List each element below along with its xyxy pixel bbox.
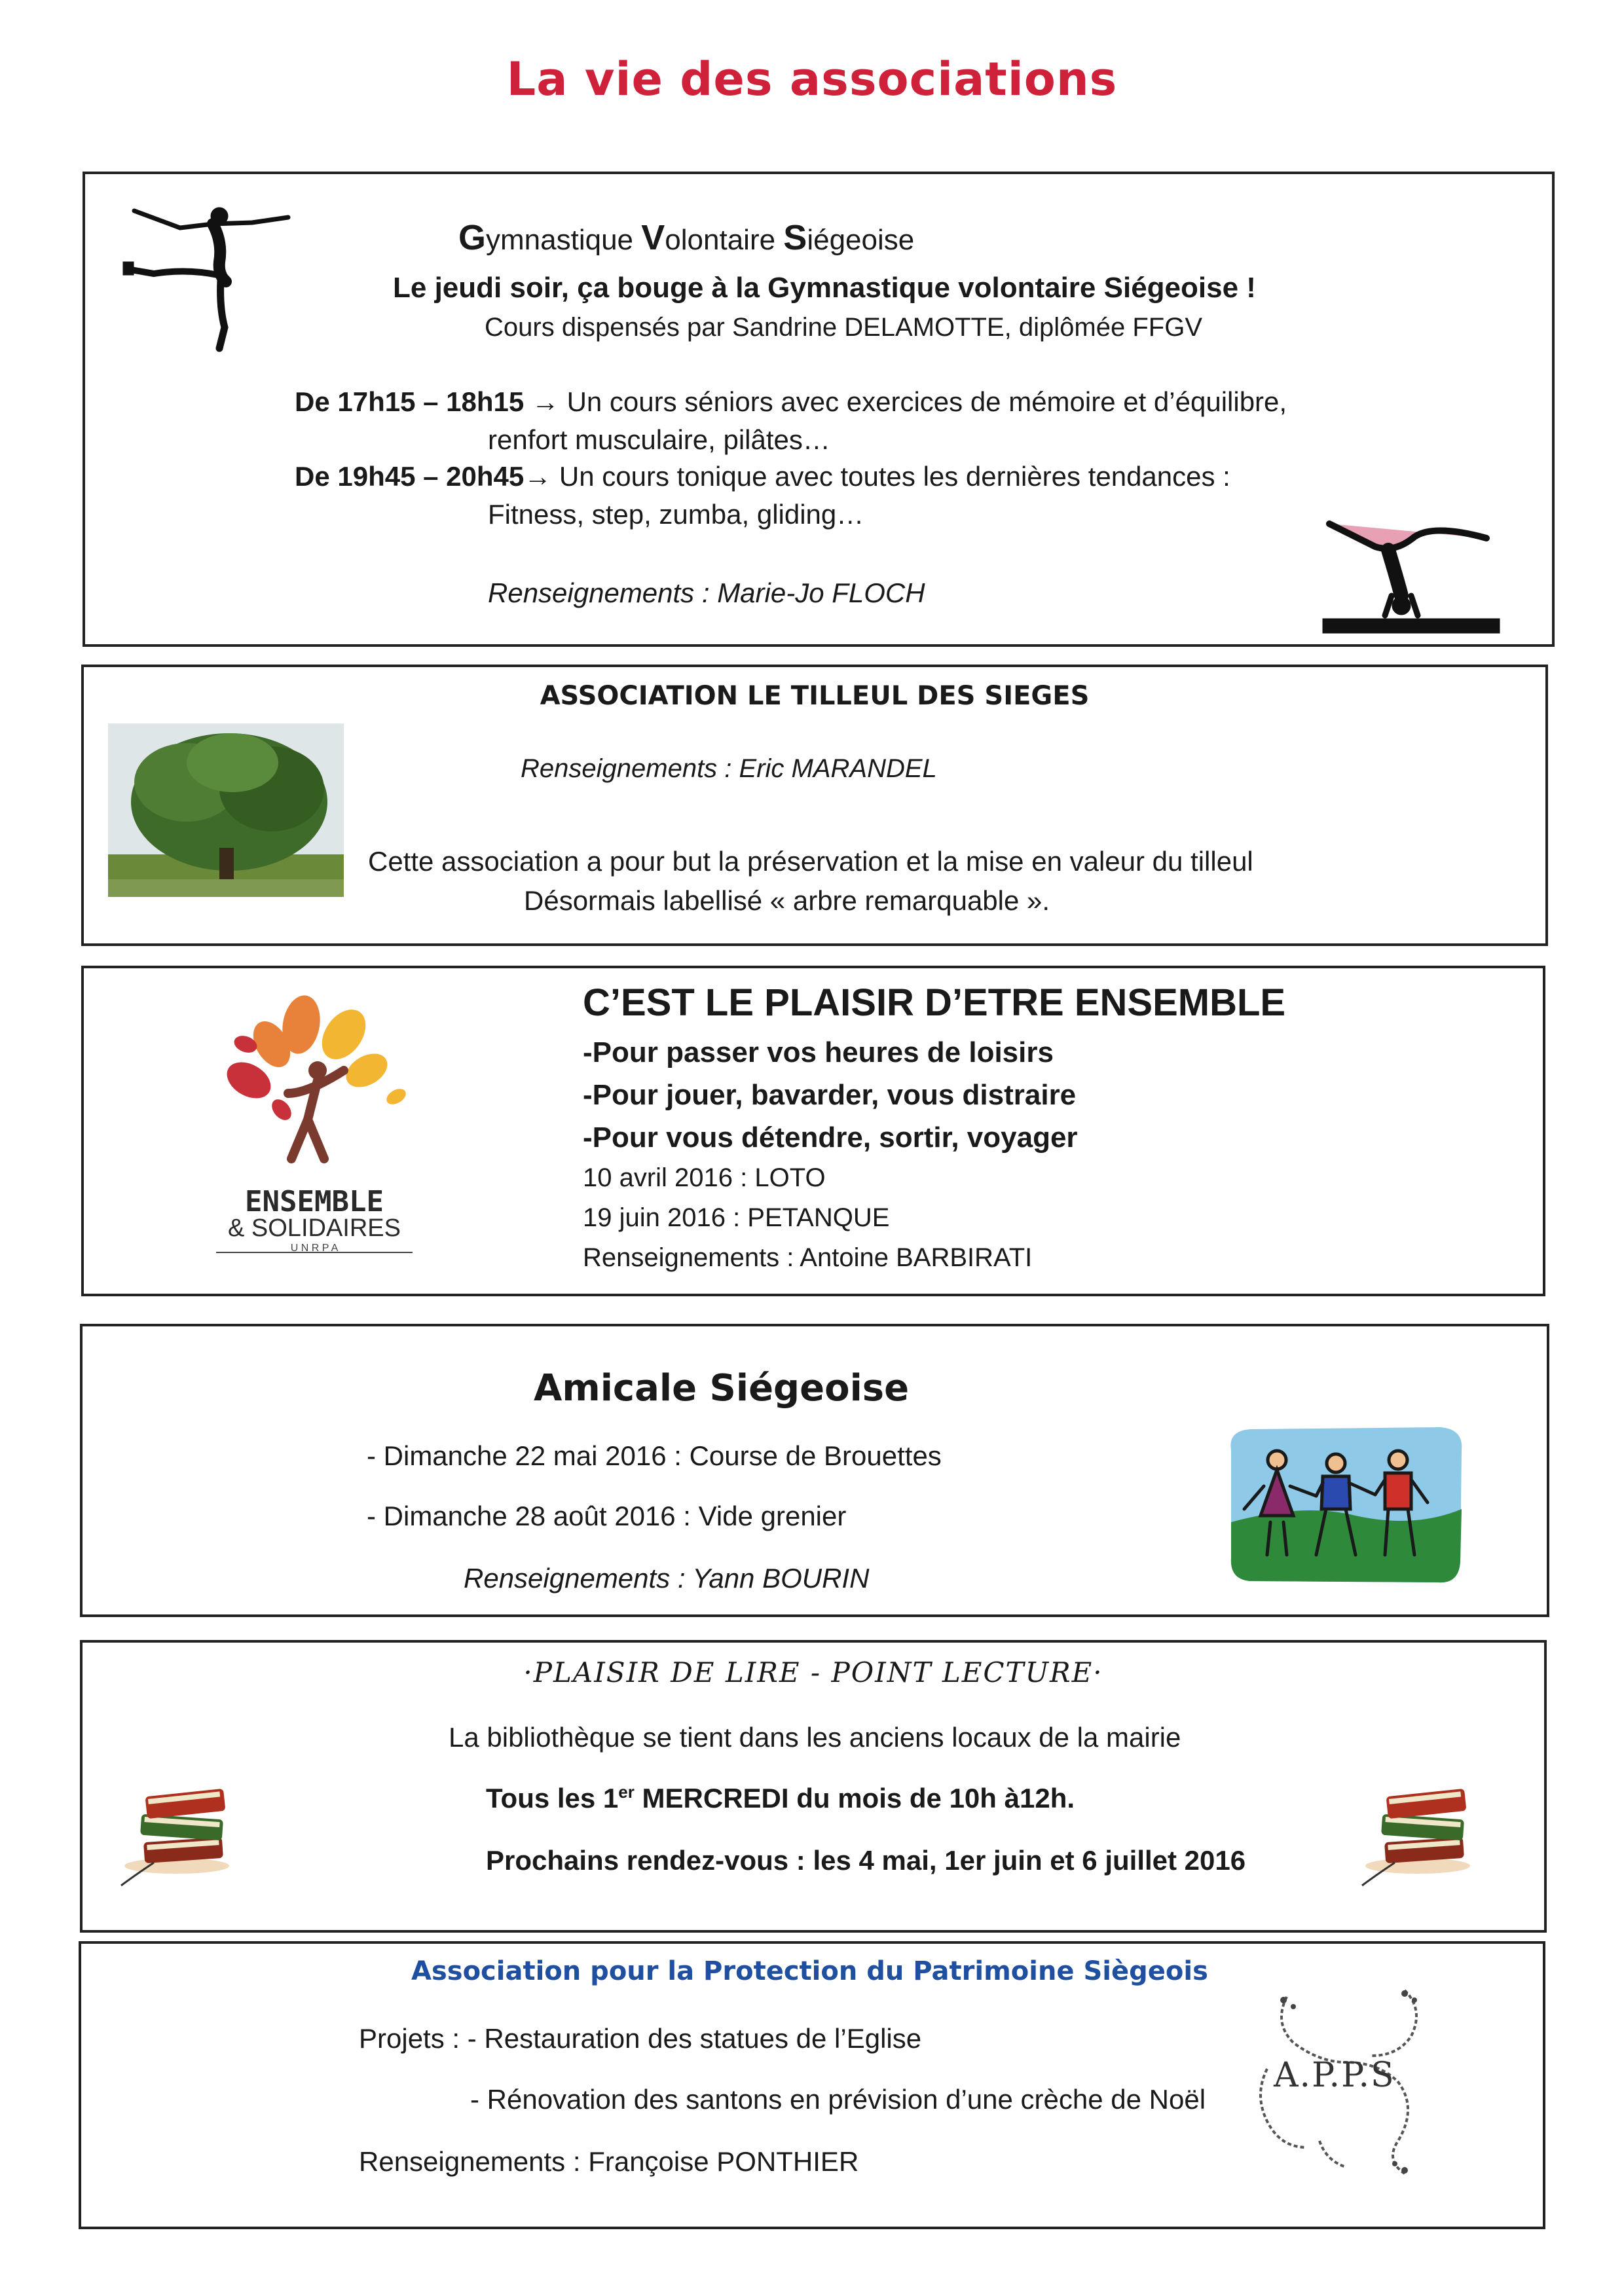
gym-schedule-time: De 19h45 – 20h45 — [295, 461, 525, 492]
logo-text-solidaires: & SOLIDAIRES — [228, 1214, 401, 1242]
lecture-hours-sup: er — [618, 1782, 635, 1802]
book-stack-icon — [115, 1755, 252, 1892]
gymnast-balance-icon — [121, 196, 291, 354]
lecture-title: ·PLAISIR DE LIRE - POINT LECTURE· — [523, 1656, 1103, 1688]
gym-title-word: ymnastique — [486, 224, 642, 256]
plaisir-event: 19 juin 2016 : PETANQUE — [583, 1203, 890, 1232]
plaisir-event: 10 avril 2016 : LOTO — [583, 1163, 826, 1192]
gym-title-word: olontaire — [665, 224, 784, 256]
gym-title-cap: V — [641, 218, 665, 257]
plaisir-title: C’EST LE PLAISIR D’ETRE ENSEMBLE — [583, 981, 1286, 1024]
lecture-hours-text: MERCREDI du mois de 10h à12h. — [634, 1783, 1075, 1813]
children-holding-hands-icon — [1225, 1424, 1467, 1588]
tilleul-desc: Désormais labellisé « arbre remarquable ». — [524, 885, 1050, 916]
arrow-icon: → — [531, 386, 559, 417]
book-stack-icon — [1356, 1755, 1493, 1892]
plaisir-bullet: -Pour passer vos heures de loisirs — [583, 1036, 1054, 1068]
lecture-location: La bibliothèque se tient dans les anciens locaux de la mairie — [449, 1722, 1181, 1753]
gym-schedule-row — [295, 386, 1287, 418]
gym-instructor: Cours dispensés par Sandrine DELAMOTTE, diplômée FFGV — [485, 313, 1202, 342]
lecture-next-dates: Prochains rendez-vous : les 4 mai, 1er juin et 6 juillet 2016 — [486, 1845, 1246, 1876]
amicale-event: - Dimanche 28 août 2016 : Vide grenier — [367, 1501, 847, 1531]
plaisir-contact: Renseignements : Antoine BARBIRATI — [583, 1243, 1033, 1272]
logo-text-ensemble: ENSEMBLE — [245, 1185, 384, 1218]
gym-tagline: Le jeudi soir, ça bouge à la Gymnastique volontaire Siégeoise ! — [393, 272, 1256, 304]
lecture-hours-text: Tous les 1 — [486, 1783, 619, 1813]
amicale-title: Amicale Siégeoise — [534, 1367, 910, 1410]
page-title: La vie des associations — [506, 52, 1118, 106]
amicale-contact: Renseignements : Yann BOURIN — [464, 1563, 870, 1594]
amicale-event: - Dimanche 22 mai 2016 : Course de Brouettes — [367, 1440, 942, 1471]
ensemble-solidaires-logo — [210, 995, 419, 1165]
tilleul-contact: Renseignements : Eric MARANDEL — [521, 754, 937, 783]
plaisir-bullet: -Pour jouer, bavarder, vous distraire — [583, 1079, 1077, 1111]
patrimoine-contact: Renseignements : Françoise PONTHIER — [359, 2146, 859, 2177]
patrimoine-project: Projets : - Restauration des statues de l’Eglise — [359, 2023, 922, 2054]
gym-title-word: iégeoise — [807, 224, 915, 256]
arrow-icon: → — [524, 461, 552, 492]
gym-schedule-row — [295, 461, 1230, 492]
gym-schedule-time: De 17h15 – 18h15 — [295, 386, 525, 417]
apps-logo-text: A.P.P.S — [1274, 2056, 1395, 2095]
gym-schedule-desc-cont: renfort musculaire, pilâtes… — [488, 424, 830, 455]
patrimoine-title: Association pour la Protection du Patrimoine Siègeois — [411, 1956, 1208, 1986]
lecture-hours — [486, 1782, 1075, 1814]
gym-title — [458, 217, 914, 258]
patrimoine-project: - Rénovation des santons en prévision d’une crèche de Noël — [470, 2084, 1206, 2115]
gym-schedule-desc-cont: Fitness, step, zumba, gliding… — [488, 499, 864, 530]
gym-contact: Renseignements : Marie-Jo FLOCH — [488, 577, 925, 608]
logo-text-unrpa: U N R P A — [290, 1243, 339, 1254]
gym-title-cap: G — [458, 218, 487, 257]
gym-schedule-desc: Un cours tonique avec toutes les dernières tendances : — [559, 461, 1230, 492]
tilleul-title: ASSOCIATION LE TILLEUL DES SIEGES — [540, 681, 1090, 711]
tilleul-desc: Cette association a pour but la préservation et la mise en valeur du tilleul — [368, 846, 1253, 877]
gymnast-handstand-icon — [1323, 511, 1506, 635]
gym-schedule-desc: Un cours séniors avec exercices de mémoire et d’équilibre, — [566, 386, 1287, 417]
gym-title-cap: S — [783, 218, 807, 257]
linden-tree-photo — [108, 723, 344, 897]
plaisir-bullet: -Pour vous détendre, sortir, voyager — [583, 1121, 1078, 1154]
